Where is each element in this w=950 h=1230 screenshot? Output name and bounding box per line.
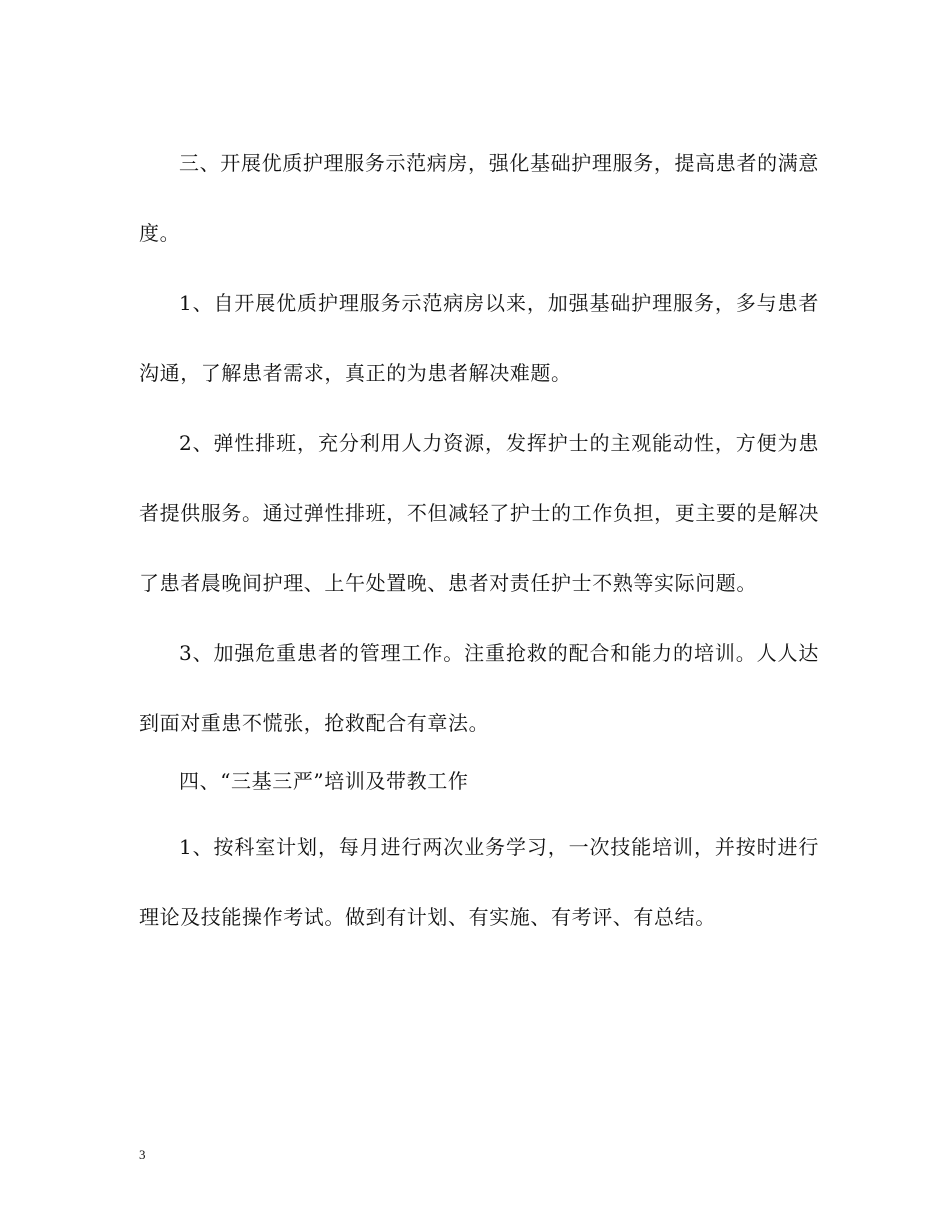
section-heading-four: 四、“三基三严”培训及带教工作 (179, 769, 469, 793)
section-heading-three: 三、开展优质护理服务示范病房，强化基础护理服务，提高患者的满意度。 (139, 151, 819, 245)
paragraph-item-4-1: 1、按科室计划，每月进行两次业务学习，一次技能培训，并按时进行理论及技能操作考试。做到有计划、有实施、有考评、有总结。 (139, 835, 819, 929)
document-body (139, 128, 819, 952)
page-number: 3 (139, 1147, 146, 1162)
paragraph-item-3: 3、加强危重患者的管理工作。注重抢救的配合和能力的培训。人人达到面对重患不慌张，抢救配合有章法。 (139, 641, 819, 735)
paragraph-item-1: 1、自开展优质护理服务示范病房以来，加强基础护理服务，多与患者沟通，了解患者需求，真正的为患者解决难题。 (139, 291, 819, 385)
paragraph-item-2: 2、弹性排班，充分利用人力资源，发挥护士的主观能动性，方便为患者提供服务。通过弹性排班，不但减轻了护士的工作负担，更主要的是解决了患者晨晚间护理、上午处置晚、患者对责任护士不熟等实际问题。 (139, 431, 819, 595)
